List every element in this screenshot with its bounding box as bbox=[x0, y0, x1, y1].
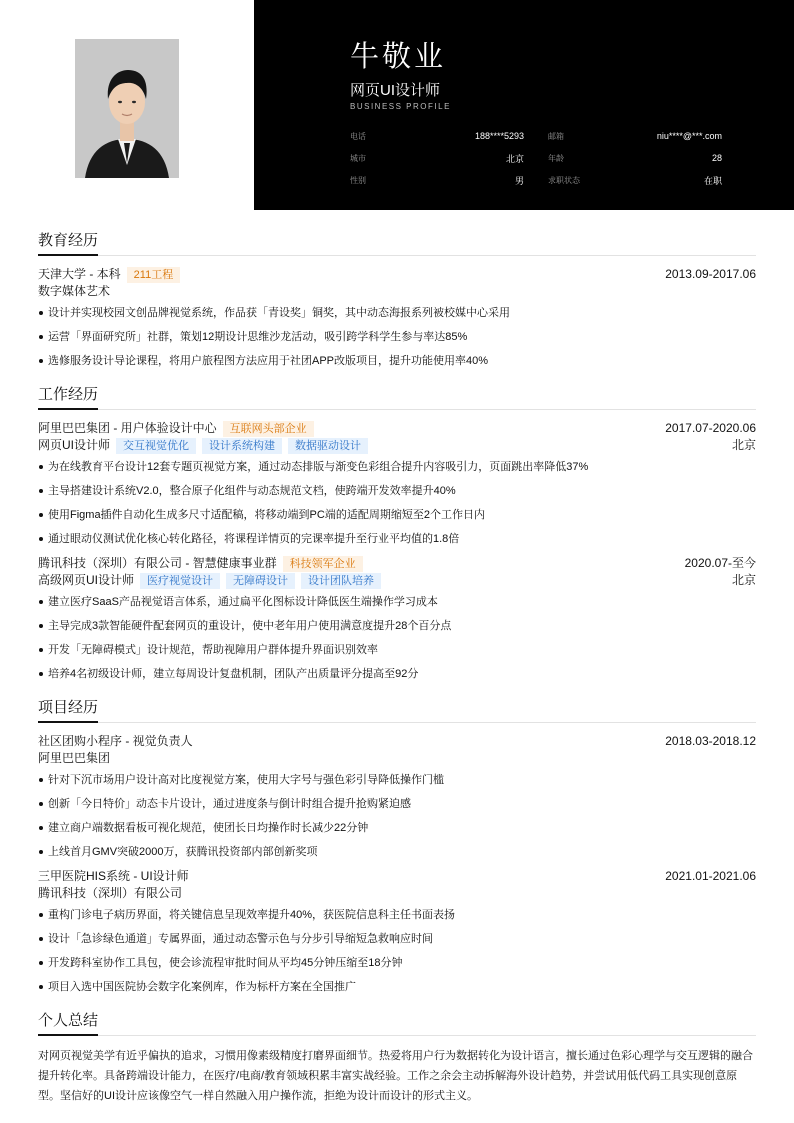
bullet-list bbox=[38, 590, 756, 686]
age-value: 28 bbox=[711, 153, 722, 163]
email-value: niu****@***.com bbox=[656, 131, 722, 141]
entry-header bbox=[38, 420, 756, 437]
entry-subline bbox=[38, 437, 756, 454]
bullet-item: 设计「急诊绿色通道」专属界面，通过动态警示色与分步引导缩短急救响应时间 bbox=[38, 927, 756, 951]
gender-value: 男 bbox=[514, 175, 524, 186]
entry-header-left bbox=[38, 420, 314, 437]
project-org: 阿里巴巴集团 bbox=[38, 751, 111, 765]
info-label: 邮箱 bbox=[548, 131, 564, 141]
bullet-list bbox=[38, 903, 756, 999]
bullet-item: 上线首月GMV突破2000万，获腾讯投资部内部创新奖项 bbox=[38, 840, 756, 864]
school-name: 天津大学 - 本科 bbox=[38, 267, 121, 281]
entry-subline bbox=[38, 750, 756, 767]
bullet-item: 为在线教育平台设计12套专题页视觉方案，通过动态排版与渐变色彩组合提升内容吸引力，页面跳出率降低37% bbox=[38, 455, 756, 479]
bullet-item: 建立医疗SaaS产品视觉语言体系，通过扁平化图标设计降低医生端操作学习成本 bbox=[38, 590, 756, 614]
entry-header bbox=[38, 555, 756, 572]
entry-date: 2020.07-至今 bbox=[684, 556, 756, 570]
projects-section bbox=[38, 698, 756, 999]
position-name: 网页UI设计师 bbox=[38, 438, 111, 452]
candidate-role: 网页UI设计师 bbox=[350, 82, 441, 99]
info-age bbox=[548, 153, 722, 164]
bullet-item: 运营「界面研究所」社群，策划12期设计思维沙龙活动，吸引跨学科学生参与率达85% bbox=[38, 325, 756, 349]
bullet-list bbox=[38, 301, 756, 373]
info-city bbox=[350, 152, 524, 165]
info-row bbox=[350, 169, 722, 191]
education-section bbox=[38, 231, 756, 373]
major-name: 数字媒体艺术 bbox=[38, 284, 111, 298]
bullet-item: 开发跨科室协作工具包，使会诊流程审批时间从平均45分钟压缩至18分钟 bbox=[38, 951, 756, 975]
skill-tag: 无障碍设计 bbox=[226, 573, 295, 589]
project-name: 社区团购小程序 - 视觉负责人 bbox=[38, 734, 193, 748]
info-row bbox=[350, 147, 722, 169]
entry-header-left bbox=[38, 266, 180, 283]
info-label: 性别 bbox=[350, 175, 366, 185]
entry-date: 2013.09-2017.06 bbox=[665, 267, 756, 281]
skill-tag: 设计系统构建 bbox=[202, 438, 282, 454]
entry-subline bbox=[38, 885, 756, 902]
bullet-item: 项目入选中国医院协会数字化案例库，作为标杆方案在全国推广 bbox=[38, 975, 756, 999]
entry-date: 2021.01-2021.06 bbox=[665, 869, 756, 883]
bullet-item: 使用Figma插件自动化生成多尺寸适配稿，将移动端到PC端的适配周期缩短至2个工作日内 bbox=[38, 503, 756, 527]
company-name: 腾讯科技（深圳）有限公司 - 智慧健康事业群 bbox=[38, 556, 277, 570]
work-location: 北京 bbox=[731, 438, 756, 452]
skill-tag: 设计团队培养 bbox=[301, 573, 381, 589]
skill-tag: 医疗视觉设计 bbox=[140, 573, 220, 589]
section-header bbox=[38, 1011, 756, 1036]
position-name: 高级网页UI设计师 bbox=[38, 573, 135, 587]
info-status bbox=[548, 174, 722, 187]
entry-header bbox=[38, 266, 756, 283]
bullet-item: 设计并实现校园文创品牌视觉系统，作品获「青设奖」铜奖，其中动态海报系列被校媒中心采用 bbox=[38, 301, 756, 325]
entry-header bbox=[38, 733, 756, 750]
bullet-item: 开发「无障碍模式」设计规范，帮助视障用户群体提升界面识别效率 bbox=[38, 638, 756, 662]
phone-value: 188****5293 bbox=[474, 131, 524, 141]
summary-text: 对网页视觉美学有近乎偏执的追求，习惯用像素级精度打磨界面细节。热爱将用户行为数据转化为设计语言，擅长通过色彩心理学与交互逻辑的融合提升转化率。具备跨端设计能力，在医疗/电商/教育领域积累丰富实战经验。工作之余会主动拆解海外设计趋势，并尝试用低代码工具实现创意原型。坚信好的UI设计应该像空气一样自然融入用户操作流，拒绝为设计而设计的形式主义。 bbox=[38, 1050, 753, 1102]
section-title: 个人总结 bbox=[38, 1011, 98, 1036]
skill-tag: 数据驱动设计 bbox=[288, 438, 368, 454]
portrait-photo bbox=[75, 39, 179, 178]
bullet-item: 创新「今日特价」动态卡片设计，通过进度条与倒计时组合提升抢购紧迫感 bbox=[38, 792, 756, 816]
candidate-name: 牛敬业 bbox=[350, 41, 447, 73]
work-entry bbox=[38, 420, 756, 551]
entry-subline-left bbox=[38, 572, 381, 589]
info-phone bbox=[350, 131, 524, 142]
summary-section bbox=[38, 1011, 756, 1106]
skill-tag: 交互视觉优化 bbox=[116, 438, 196, 454]
section-title: 工作经历 bbox=[38, 385, 98, 410]
entry-date: 2017.07-2020.06 bbox=[665, 421, 756, 435]
bullet-list bbox=[38, 768, 756, 864]
bullet-item: 主导搭建设计系统V2.0，整合原子化组件与动态规范文档，使跨端开发效率提升40% bbox=[38, 479, 756, 503]
info-label: 年龄 bbox=[548, 153, 564, 163]
entry-subline bbox=[38, 283, 756, 300]
bullet-item: 培养4名初级设计师，建立每周设计复盘机制，团队产出质量评分提高至92分 bbox=[38, 662, 756, 686]
section-header bbox=[38, 385, 756, 410]
project-entry bbox=[38, 733, 756, 864]
status-value: 在职 bbox=[703, 175, 722, 186]
company-tag: 科技领军企业 bbox=[283, 556, 363, 572]
info-label: 城市 bbox=[350, 153, 366, 163]
school-tag: 211工程 bbox=[127, 267, 181, 283]
bullet-item: 主导完成3款智能硬件配套网页的重设计，使中老年用户使用满意度提升28个百分点 bbox=[38, 614, 756, 638]
bullet-item: 建立商户端数据看板可视化规范，使团长日均操作时长减少22分钟 bbox=[38, 816, 756, 840]
contact-info bbox=[350, 125, 722, 191]
entry-subline bbox=[38, 572, 756, 589]
profile-header bbox=[254, 0, 794, 210]
bullet-list bbox=[38, 455, 756, 551]
info-gender bbox=[350, 174, 524, 187]
section-header bbox=[38, 231, 756, 256]
section-title: 项目经历 bbox=[38, 698, 98, 723]
entry-subline-left bbox=[38, 437, 368, 454]
info-row bbox=[350, 125, 722, 147]
work-section bbox=[38, 385, 756, 686]
entry-header-left bbox=[38, 555, 363, 572]
entry-date: 2018.03-2018.12 bbox=[665, 734, 756, 748]
bullet-item: 针对下沉市场用户设计高对比度视觉方案，使用大字号与强色彩引导降低操作门槛 bbox=[38, 768, 756, 792]
info-email bbox=[548, 131, 722, 142]
profile-subtitle: BUSINESS PROFILE bbox=[350, 102, 451, 111]
bullet-item: 通过眼动仪测试优化核心转化路径，将课程详情页的完课率提升至行业平均值的1.8倍 bbox=[38, 527, 756, 551]
project-name: 三甲医院HIS系统 - UI设计师 bbox=[38, 869, 189, 883]
info-label: 电话 bbox=[350, 131, 366, 141]
company-tag: 互联网头部企业 bbox=[223, 421, 314, 437]
education-entry bbox=[38, 266, 756, 373]
entry-header bbox=[38, 868, 756, 885]
city-value: 北京 bbox=[505, 153, 524, 164]
resume-body bbox=[38, 231, 756, 1118]
project-entry bbox=[38, 868, 756, 999]
work-entry bbox=[38, 555, 756, 686]
avatar bbox=[75, 39, 179, 178]
bullet-item: 重构门诊电子病历界面，将关键信息呈现效率提升40%，获医院信息科主任书面表扬 bbox=[38, 903, 756, 927]
project-org: 腾讯科技（深圳）有限公司 bbox=[38, 886, 183, 900]
info-label: 求职状态 bbox=[548, 175, 580, 185]
company-name: 阿里巴巴集团 - 用户体验设计中心 bbox=[38, 421, 217, 435]
work-location: 北京 bbox=[731, 573, 756, 587]
bullet-item: 选修服务设计导论课程，将用户旅程图方法应用于社团APP改版项目，提升功能使用率40% bbox=[38, 349, 756, 373]
section-title: 教育经历 bbox=[38, 231, 98, 256]
section-header bbox=[38, 698, 756, 723]
